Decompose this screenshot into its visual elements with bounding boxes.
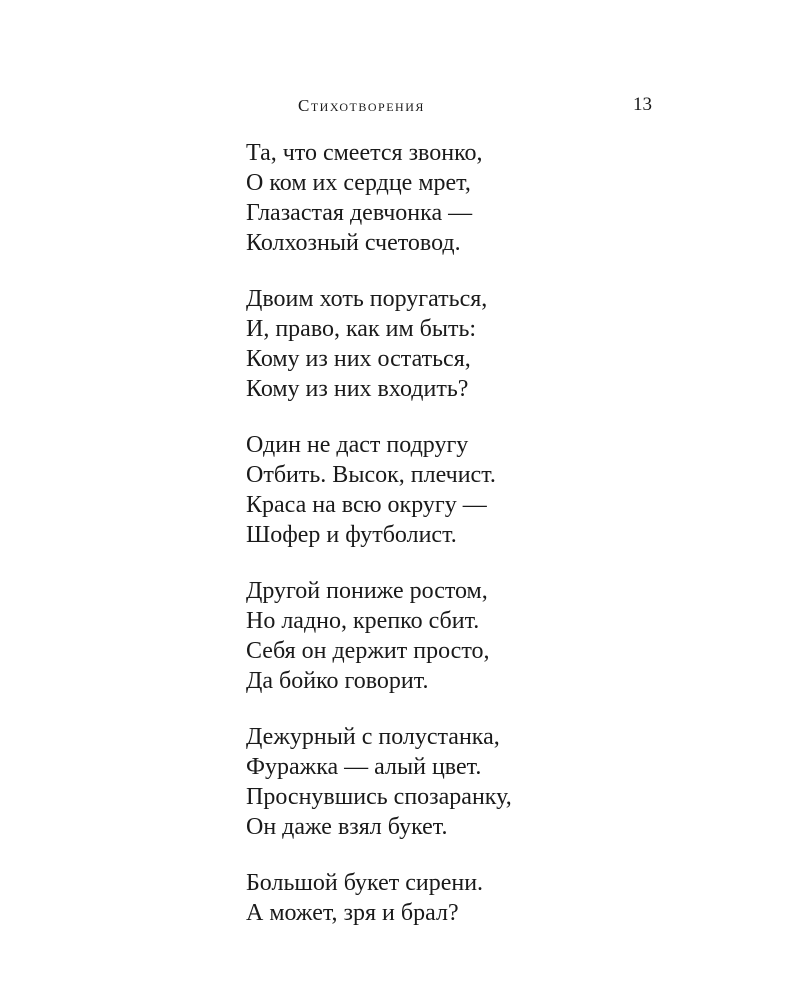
poem-line: Другой пониже ростом, (246, 578, 488, 604)
stanza (246, 138, 606, 258)
poem-line: И, право, как им быть: (246, 316, 477, 342)
stanza (246, 722, 606, 842)
stanza (246, 430, 606, 550)
poem-line: Колхозный счетовод. (246, 230, 461, 256)
poem-line: Но ладно, крепко сбит. (246, 608, 480, 634)
poem-line: Фуражка — алый цвет. (246, 754, 482, 780)
poem-line: Один не даст подругу (246, 432, 469, 458)
poem-line: Себя он держит просто, (246, 638, 490, 664)
poem-line: Двоим хоть поругаться, (246, 286, 488, 312)
page-number: 13 (633, 94, 652, 115)
poem-body (246, 138, 606, 954)
poem-line: Кому из них входить? (246, 376, 469, 402)
poem-line: Та, что смеется звонко, (246, 140, 483, 166)
poem-line: Да бойко говорит. (246, 668, 429, 694)
poem-line: Проснувшись спозаранку, (246, 784, 512, 810)
poem-line: О ком их сердце мрет, (246, 170, 471, 196)
poem-line: Шофер и футболист. (246, 522, 457, 548)
stanza (246, 576, 606, 696)
stanza (246, 284, 606, 404)
poem-line: Большой букет сирени. (246, 870, 484, 896)
poem-line: Отбить. Высок, плечист. (246, 462, 496, 488)
poem-line: Краса на всю округу — (246, 492, 487, 518)
running-title: Стихотворения (298, 96, 425, 115)
poem-line: Дежурный с полустанка, (246, 724, 500, 750)
poem-line: Глазастая девчонка — (246, 200, 473, 226)
stanza (246, 868, 606, 928)
poem-line: Он даже взял букет. (246, 814, 448, 840)
poem-line: Кому из них остаться, (246, 346, 471, 372)
poem-line: А может, зря и брал? (246, 900, 459, 926)
